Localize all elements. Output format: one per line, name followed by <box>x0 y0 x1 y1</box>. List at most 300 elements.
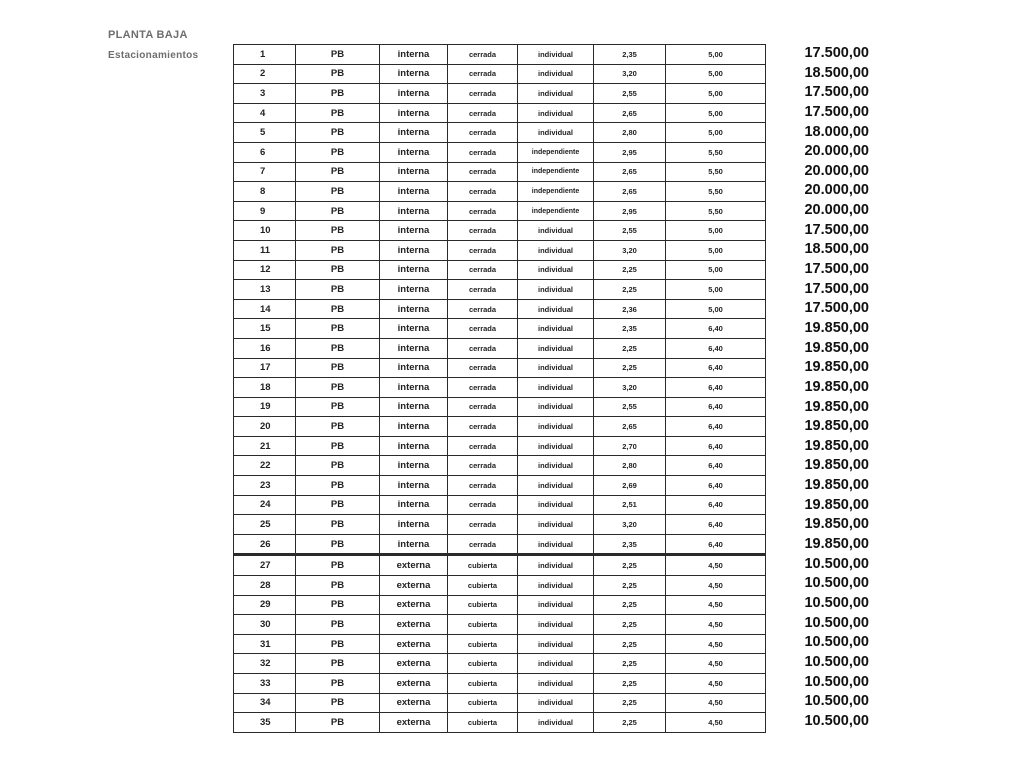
price-value: 19.850,00 <box>804 477 869 494</box>
cell-location: interna <box>380 378 448 398</box>
cell-use: individual <box>518 260 594 280</box>
cell-type: cubierta <box>448 654 518 674</box>
cell-number: 20 <box>234 417 296 437</box>
price-value: 10.500,00 <box>804 712 869 729</box>
cell-level: PB <box>296 319 380 339</box>
cell-width: 2,70 <box>594 436 666 456</box>
cell-level: PB <box>296 280 380 300</box>
cell-width: 2,80 <box>594 456 666 476</box>
cell-type: cerrada <box>448 436 518 456</box>
cell-width: 2,65 <box>594 162 666 182</box>
cell-width: 2,25 <box>594 615 666 635</box>
cell-level: PB <box>296 534 380 555</box>
price-column <box>765 44 869 731</box>
price-value: 17.500,00 <box>804 280 869 297</box>
cell-location: externa <box>380 654 448 674</box>
cell-level: PB <box>296 358 380 378</box>
cell-number: 28 <box>234 576 296 596</box>
cell-use: independiente <box>518 201 594 221</box>
cell-level: PB <box>296 299 380 319</box>
cell-use: individual <box>518 495 594 515</box>
cell-use: individual <box>518 713 594 733</box>
cell-level: PB <box>296 417 380 437</box>
cell-use: individual <box>518 123 594 143</box>
cell-length: 4,50 <box>666 713 766 733</box>
cell-location: interna <box>380 45 448 65</box>
cell-use: individual <box>518 84 594 104</box>
table-row <box>234 615 766 635</box>
cell-use: individual <box>518 103 594 123</box>
cell-length: 5,50 <box>666 201 766 221</box>
cell-level: PB <box>296 576 380 596</box>
cell-level: PB <box>296 495 380 515</box>
cell-type: cerrada <box>448 84 518 104</box>
section-subtitle: Estacionamientos <box>108 50 199 61</box>
cell-number: 21 <box>234 436 296 456</box>
cell-length: 5,00 <box>666 45 766 65</box>
cell-width: 2,25 <box>594 260 666 280</box>
cell-level: PB <box>296 45 380 65</box>
cell-type: cerrada <box>448 338 518 358</box>
cell-type: cerrada <box>448 476 518 496</box>
cell-level: PB <box>296 260 380 280</box>
cell-width: 3,20 <box>594 378 666 398</box>
cell-use: individual <box>518 378 594 398</box>
cell-type: cubierta <box>448 576 518 596</box>
cell-length: 4,50 <box>666 654 766 674</box>
cell-use: individual <box>518 476 594 496</box>
cell-length: 6,40 <box>666 378 766 398</box>
cell-width: 2,25 <box>594 338 666 358</box>
cell-level: PB <box>296 555 380 576</box>
cell-width: 2,51 <box>594 495 666 515</box>
cell-level: PB <box>296 476 380 496</box>
cell-location: interna <box>380 417 448 437</box>
cell-length: 6,40 <box>666 397 766 417</box>
cell-level: PB <box>296 338 380 358</box>
price-value: 19.850,00 <box>804 359 869 376</box>
cell-use: individual <box>518 534 594 555</box>
table-row <box>234 378 766 398</box>
cell-use: individual <box>518 221 594 241</box>
cell-level: PB <box>296 693 380 713</box>
price-value: 19.850,00 <box>804 536 869 553</box>
cell-level: PB <box>296 201 380 221</box>
cell-use: individual <box>518 299 594 319</box>
table-row <box>234 319 766 339</box>
cell-use: individual <box>518 319 594 339</box>
cell-type: cerrada <box>448 417 518 437</box>
cell-width: 3,20 <box>594 240 666 260</box>
cell-location: interna <box>380 260 448 280</box>
cell-width: 2,36 <box>594 299 666 319</box>
cell-location: interna <box>380 280 448 300</box>
cell-level: PB <box>296 595 380 615</box>
cell-type: cerrada <box>448 280 518 300</box>
cell-use: individual <box>518 45 594 65</box>
cell-use: individual <box>518 338 594 358</box>
cell-location: externa <box>380 595 448 615</box>
cell-length: 5,00 <box>666 260 766 280</box>
table-row <box>234 595 766 615</box>
cell-type: cubierta <box>448 713 518 733</box>
cell-width: 2,25 <box>594 280 666 300</box>
cell-number: 24 <box>234 495 296 515</box>
cell-location: externa <box>380 615 448 635</box>
cell-length: 5,00 <box>666 103 766 123</box>
cell-number: 12 <box>234 260 296 280</box>
cell-type: cubierta <box>448 615 518 635</box>
cell-location: externa <box>380 713 448 733</box>
table-row <box>234 182 766 202</box>
cell-level: PB <box>296 378 380 398</box>
price-value: 18.500,00 <box>804 64 869 81</box>
table-row <box>234 103 766 123</box>
cell-use: individual <box>518 615 594 635</box>
cell-length: 6,40 <box>666 495 766 515</box>
cell-location: interna <box>380 123 448 143</box>
cell-location: interna <box>380 495 448 515</box>
cell-type: cubierta <box>448 555 518 576</box>
cell-width: 2,25 <box>594 693 666 713</box>
cell-number: 22 <box>234 456 296 476</box>
parking-table-body <box>234 45 766 733</box>
cell-location: interna <box>380 397 448 417</box>
cell-width: 2,95 <box>594 142 666 162</box>
cell-number: 29 <box>234 595 296 615</box>
cell-width: 2,35 <box>594 534 666 555</box>
cell-location: interna <box>380 182 448 202</box>
cell-location: externa <box>380 576 448 596</box>
cell-type: cerrada <box>448 397 518 417</box>
cell-length: 6,40 <box>666 515 766 535</box>
cell-type: cubierta <box>448 674 518 694</box>
cell-length: 6,40 <box>666 436 766 456</box>
cell-number: 30 <box>234 615 296 635</box>
cell-use: individual <box>518 595 594 615</box>
cell-length: 6,40 <box>666 417 766 437</box>
cell-location: interna <box>380 299 448 319</box>
price-value: 20.000,00 <box>804 202 869 219</box>
table-row <box>234 417 766 437</box>
cell-width: 2,25 <box>594 713 666 733</box>
cell-number: 1 <box>234 45 296 65</box>
cell-type: cerrada <box>448 319 518 339</box>
cell-level: PB <box>296 123 380 143</box>
cell-number: 19 <box>234 397 296 417</box>
cell-level: PB <box>296 84 380 104</box>
cell-number: 34 <box>234 693 296 713</box>
price-value: 10.500,00 <box>804 594 869 611</box>
cell-number: 11 <box>234 240 296 260</box>
cell-length: 4,50 <box>666 576 766 596</box>
cell-use: independiente <box>518 142 594 162</box>
cell-type: cerrada <box>448 103 518 123</box>
cell-number: 3 <box>234 84 296 104</box>
cell-type: cerrada <box>448 45 518 65</box>
cell-location: interna <box>380 319 448 339</box>
cell-width: 2,95 <box>594 201 666 221</box>
price-value: 10.500,00 <box>804 693 869 710</box>
cell-number: 26 <box>234 534 296 555</box>
cell-length: 5,00 <box>666 240 766 260</box>
table-row <box>234 456 766 476</box>
cell-width: 2,25 <box>594 555 666 576</box>
cell-type: cubierta <box>448 595 518 615</box>
cell-level: PB <box>296 103 380 123</box>
cell-location: interna <box>380 84 448 104</box>
table-row <box>234 397 766 417</box>
table-row <box>234 299 766 319</box>
parking-table <box>233 44 766 733</box>
table-row <box>234 280 766 300</box>
cell-type: cerrada <box>448 378 518 398</box>
cell-width: 2,25 <box>594 674 666 694</box>
price-value: 17.500,00 <box>804 45 869 61</box>
price-value: 20.000,00 <box>804 143 869 160</box>
cell-length: 6,40 <box>666 476 766 496</box>
cell-level: PB <box>296 713 380 733</box>
cell-length: 5,50 <box>666 142 766 162</box>
price-value: 17.500,00 <box>804 300 869 317</box>
cell-location: externa <box>380 634 448 654</box>
cell-type: cerrada <box>448 182 518 202</box>
cell-length: 5,00 <box>666 299 766 319</box>
table-row <box>234 221 766 241</box>
table-row <box>234 260 766 280</box>
cell-number: 10 <box>234 221 296 241</box>
cell-location: externa <box>380 555 448 576</box>
cell-width: 3,20 <box>594 64 666 84</box>
cell-level: PB <box>296 182 380 202</box>
cell-level: PB <box>296 654 380 674</box>
price-value: 19.850,00 <box>804 319 869 336</box>
cell-length: 5,00 <box>666 84 766 104</box>
table-row <box>234 338 766 358</box>
cell-number: 35 <box>234 713 296 733</box>
table-row <box>234 634 766 654</box>
cell-level: PB <box>296 397 380 417</box>
cell-number: 33 <box>234 674 296 694</box>
price-value: 19.850,00 <box>804 496 869 513</box>
cell-number: 25 <box>234 515 296 535</box>
cell-type: cerrada <box>448 221 518 241</box>
cell-location: interna <box>380 534 448 555</box>
price-value: 19.850,00 <box>804 339 869 356</box>
cell-use: individual <box>518 555 594 576</box>
cell-use: independiente <box>518 162 594 182</box>
table-row <box>234 45 766 65</box>
cell-type: cerrada <box>448 142 518 162</box>
price-value: 17.500,00 <box>804 261 869 278</box>
table-row <box>234 576 766 596</box>
cell-length: 5,00 <box>666 123 766 143</box>
cell-number: 13 <box>234 280 296 300</box>
cell-level: PB <box>296 162 380 182</box>
cell-width: 2,35 <box>594 45 666 65</box>
cell-number: 6 <box>234 142 296 162</box>
cell-number: 27 <box>234 555 296 576</box>
price-value: 19.850,00 <box>804 437 869 454</box>
cell-type: cerrada <box>448 162 518 182</box>
cell-length: 6,40 <box>666 358 766 378</box>
cell-width: 2,65 <box>594 182 666 202</box>
cell-type: cerrada <box>448 534 518 555</box>
cell-use: individual <box>518 397 594 417</box>
cell-number: 31 <box>234 634 296 654</box>
cell-level: PB <box>296 436 380 456</box>
price-value: 19.850,00 <box>804 418 869 435</box>
table-row <box>234 142 766 162</box>
cell-location: interna <box>380 358 448 378</box>
cell-level: PB <box>296 221 380 241</box>
cell-width: 2,55 <box>594 221 666 241</box>
cell-width: 2,69 <box>594 476 666 496</box>
cell-location: interna <box>380 201 448 221</box>
cell-use: individual <box>518 674 594 694</box>
cell-location: interna <box>380 162 448 182</box>
cell-location: interna <box>380 221 448 241</box>
cell-type: cerrada <box>448 240 518 260</box>
cell-use: individual <box>518 456 594 476</box>
cell-location: interna <box>380 338 448 358</box>
price-value: 20.000,00 <box>804 162 869 179</box>
cell-location: interna <box>380 436 448 456</box>
cell-length: 4,50 <box>666 615 766 635</box>
cell-type: cerrada <box>448 260 518 280</box>
cell-level: PB <box>296 615 380 635</box>
table-row <box>234 693 766 713</box>
cell-level: PB <box>296 634 380 654</box>
cell-length: 4,50 <box>666 555 766 576</box>
cell-location: interna <box>380 515 448 535</box>
price-value: 19.850,00 <box>804 516 869 533</box>
price-value: 10.500,00 <box>804 673 869 690</box>
price-value: 10.500,00 <box>804 634 869 651</box>
cell-number: 9 <box>234 201 296 221</box>
table-row <box>234 201 766 221</box>
price-value: 19.850,00 <box>804 378 869 395</box>
cell-length: 5,50 <box>666 162 766 182</box>
cell-length: 4,50 <box>666 674 766 694</box>
cell-use: individual <box>518 240 594 260</box>
cell-location: interna <box>380 103 448 123</box>
cell-length: 6,40 <box>666 319 766 339</box>
price-value: 18.500,00 <box>804 241 869 258</box>
table-row <box>234 534 766 555</box>
cell-location: externa <box>380 693 448 713</box>
cell-use: individual <box>518 515 594 535</box>
table-row <box>234 123 766 143</box>
cell-use: individual <box>518 634 594 654</box>
cell-number: 8 <box>234 182 296 202</box>
cell-number: 16 <box>234 338 296 358</box>
cell-width: 2,65 <box>594 103 666 123</box>
cell-type: cerrada <box>448 456 518 476</box>
price-value: 17.500,00 <box>804 103 869 120</box>
cell-location: interna <box>380 64 448 84</box>
cell-number: 4 <box>234 103 296 123</box>
cell-width: 2,25 <box>594 654 666 674</box>
cell-level: PB <box>296 142 380 162</box>
cell-type: cerrada <box>448 123 518 143</box>
cell-width: 2,35 <box>594 319 666 339</box>
table-row <box>234 495 766 515</box>
cell-number: 23 <box>234 476 296 496</box>
cell-type: cubierta <box>448 634 518 654</box>
cell-type: cerrada <box>448 64 518 84</box>
cell-location: interna <box>380 142 448 162</box>
table-row <box>234 476 766 496</box>
cell-length: 5,00 <box>666 280 766 300</box>
cell-location: interna <box>380 476 448 496</box>
cell-width: 2,25 <box>594 358 666 378</box>
table-row <box>234 674 766 694</box>
price-value: 17.500,00 <box>804 221 869 238</box>
cell-length: 4,50 <box>666 634 766 654</box>
cell-use: individual <box>518 436 594 456</box>
cell-use: individual <box>518 654 594 674</box>
section-title: PLANTA BAJA <box>108 29 188 41</box>
cell-type: cubierta <box>448 693 518 713</box>
cell-level: PB <box>296 64 380 84</box>
cell-use: individual <box>518 280 594 300</box>
cell-type: cerrada <box>448 201 518 221</box>
price-value: 19.850,00 <box>804 398 869 415</box>
table-row <box>234 240 766 260</box>
price-value: 18.000,00 <box>804 123 869 140</box>
cell-width: 2,55 <box>594 84 666 104</box>
cell-use: independiente <box>518 182 594 202</box>
price-value: 10.500,00 <box>804 555 869 572</box>
cell-width: 3,20 <box>594 515 666 535</box>
cell-length: 6,40 <box>666 534 766 555</box>
table-row <box>234 555 766 576</box>
table-row <box>234 162 766 182</box>
table-row <box>234 436 766 456</box>
cell-length: 5,50 <box>666 182 766 202</box>
cell-number: 14 <box>234 299 296 319</box>
cell-number: 32 <box>234 654 296 674</box>
cell-number: 7 <box>234 162 296 182</box>
table-row <box>234 358 766 378</box>
cell-type: cerrada <box>448 515 518 535</box>
cell-length: 4,50 <box>666 595 766 615</box>
cell-number: 17 <box>234 358 296 378</box>
cell-use: individual <box>518 358 594 378</box>
cell-type: cerrada <box>448 299 518 319</box>
table-row <box>234 84 766 104</box>
cell-length: 5,00 <box>666 221 766 241</box>
cell-type: cerrada <box>448 358 518 378</box>
cell-width: 2,65 <box>594 417 666 437</box>
cell-length: 6,40 <box>666 338 766 358</box>
cell-width: 2,80 <box>594 123 666 143</box>
cell-location: interna <box>380 240 448 260</box>
cell-use: individual <box>518 693 594 713</box>
cell-use: individual <box>518 64 594 84</box>
cell-use: individual <box>518 417 594 437</box>
cell-number: 5 <box>234 123 296 143</box>
price-value: 20.000,00 <box>804 182 869 199</box>
cell-type: cerrada <box>448 495 518 515</box>
cell-width: 2,25 <box>594 634 666 654</box>
cell-width: 2,55 <box>594 397 666 417</box>
price-value: 17.500,00 <box>804 84 869 101</box>
table-row <box>234 713 766 733</box>
table-row <box>234 515 766 535</box>
cell-level: PB <box>296 674 380 694</box>
